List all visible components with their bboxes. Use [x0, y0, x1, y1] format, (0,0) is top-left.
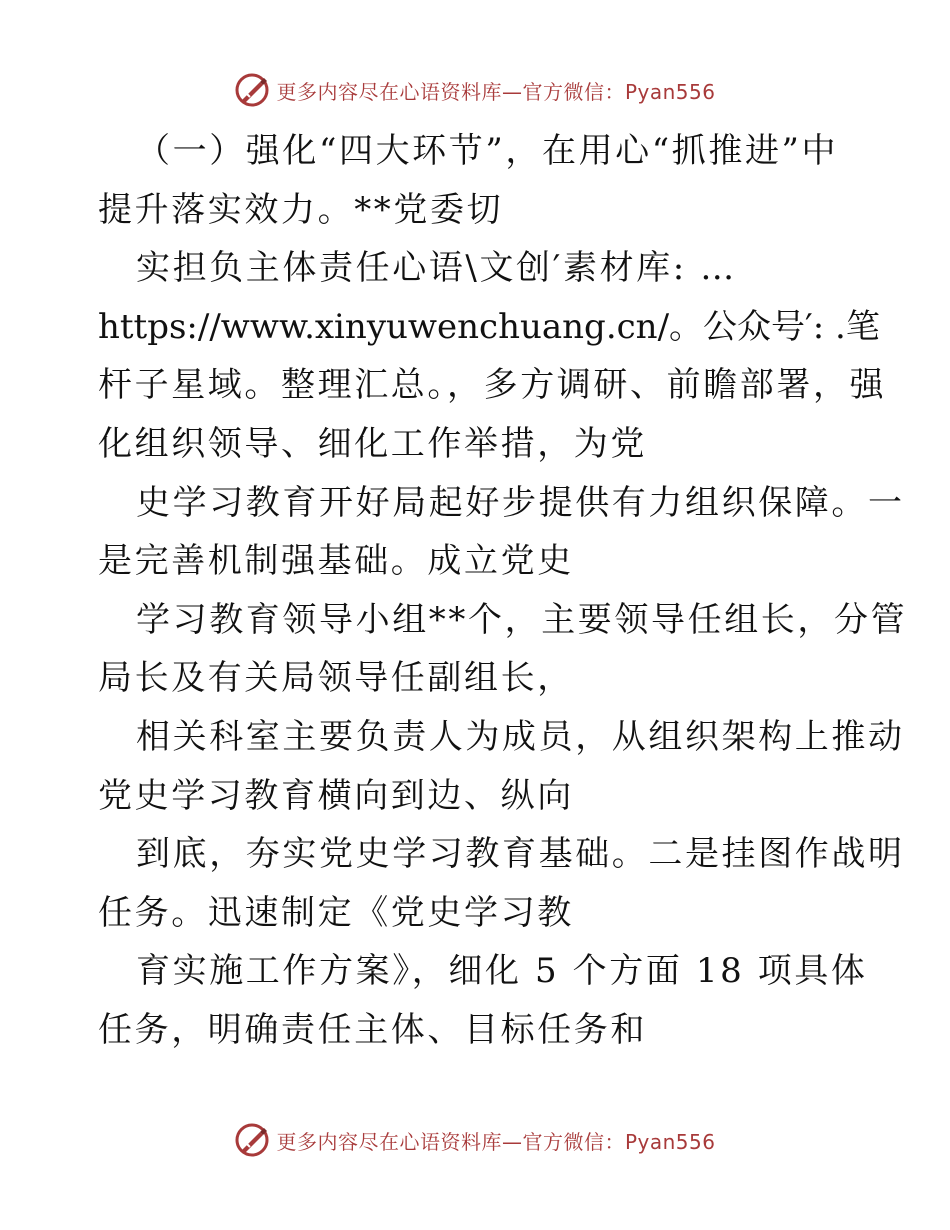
- text-line: 相关科室主要负责人为成员，从组织架构上推动: [136, 716, 905, 757]
- footer-banner-inner: [234, 1122, 715, 1158]
- text-line: （一）强化“四大环节”，在用心“抓推进”中: [136, 131, 839, 171]
- text-line: 是完善机制强基础。成立党史: [98, 541, 574, 582]
- text-line: 杆子星域。整理汇总。，多方调研、前瞻部署，强: [98, 365, 887, 406]
- logo-icon: [234, 72, 270, 108]
- text-line: 育实施工作方案》，细化 5 个方面 18 项具体: [136, 951, 868, 992]
- text-line: 到底，夯实党史学习教育基础。二是挂图作战明: [136, 834, 905, 875]
- text-line: 史学习教育开好局起好步提供有力组织保障。一: [136, 482, 905, 523]
- text-line: 局长及有关局领导任副组长，: [98, 658, 574, 699]
- document-body: [98, 122, 908, 1060]
- text-line: 提升落实效力。**党委切: [98, 189, 504, 230]
- text-line: 化组织领导、细化工作举措，为党: [98, 423, 647, 464]
- text-line: 任务。迅速制定《党史学习教: [98, 892, 574, 933]
- text-line: 实担负主体责任心语\文创′素材库: …: [136, 248, 737, 289]
- header-banner-text: 更多内容尽在心语资料库—官方微信：Pyan556: [276, 79, 716, 104]
- text-line: 任务，明确责任主体、目标任务和: [98, 1009, 647, 1050]
- footer-banner-text: 更多内容尽在心语资料库—官方微信：Pyan556: [276, 1129, 716, 1154]
- text-line: 学习教育领导小组**个，主要领导任组长，分管: [136, 599, 908, 640]
- logo-icon: [234, 1122, 270, 1158]
- header-banner: [0, 70, 950, 110]
- header-banner-inner: [234, 72, 715, 108]
- footer-banner: [0, 1120, 950, 1160]
- text-line: https://www.xinyuwenchuang.cn/。公众号′: .笔: [98, 306, 880, 347]
- text-line: 党史学习教育横向到边、纵向: [98, 775, 574, 816]
